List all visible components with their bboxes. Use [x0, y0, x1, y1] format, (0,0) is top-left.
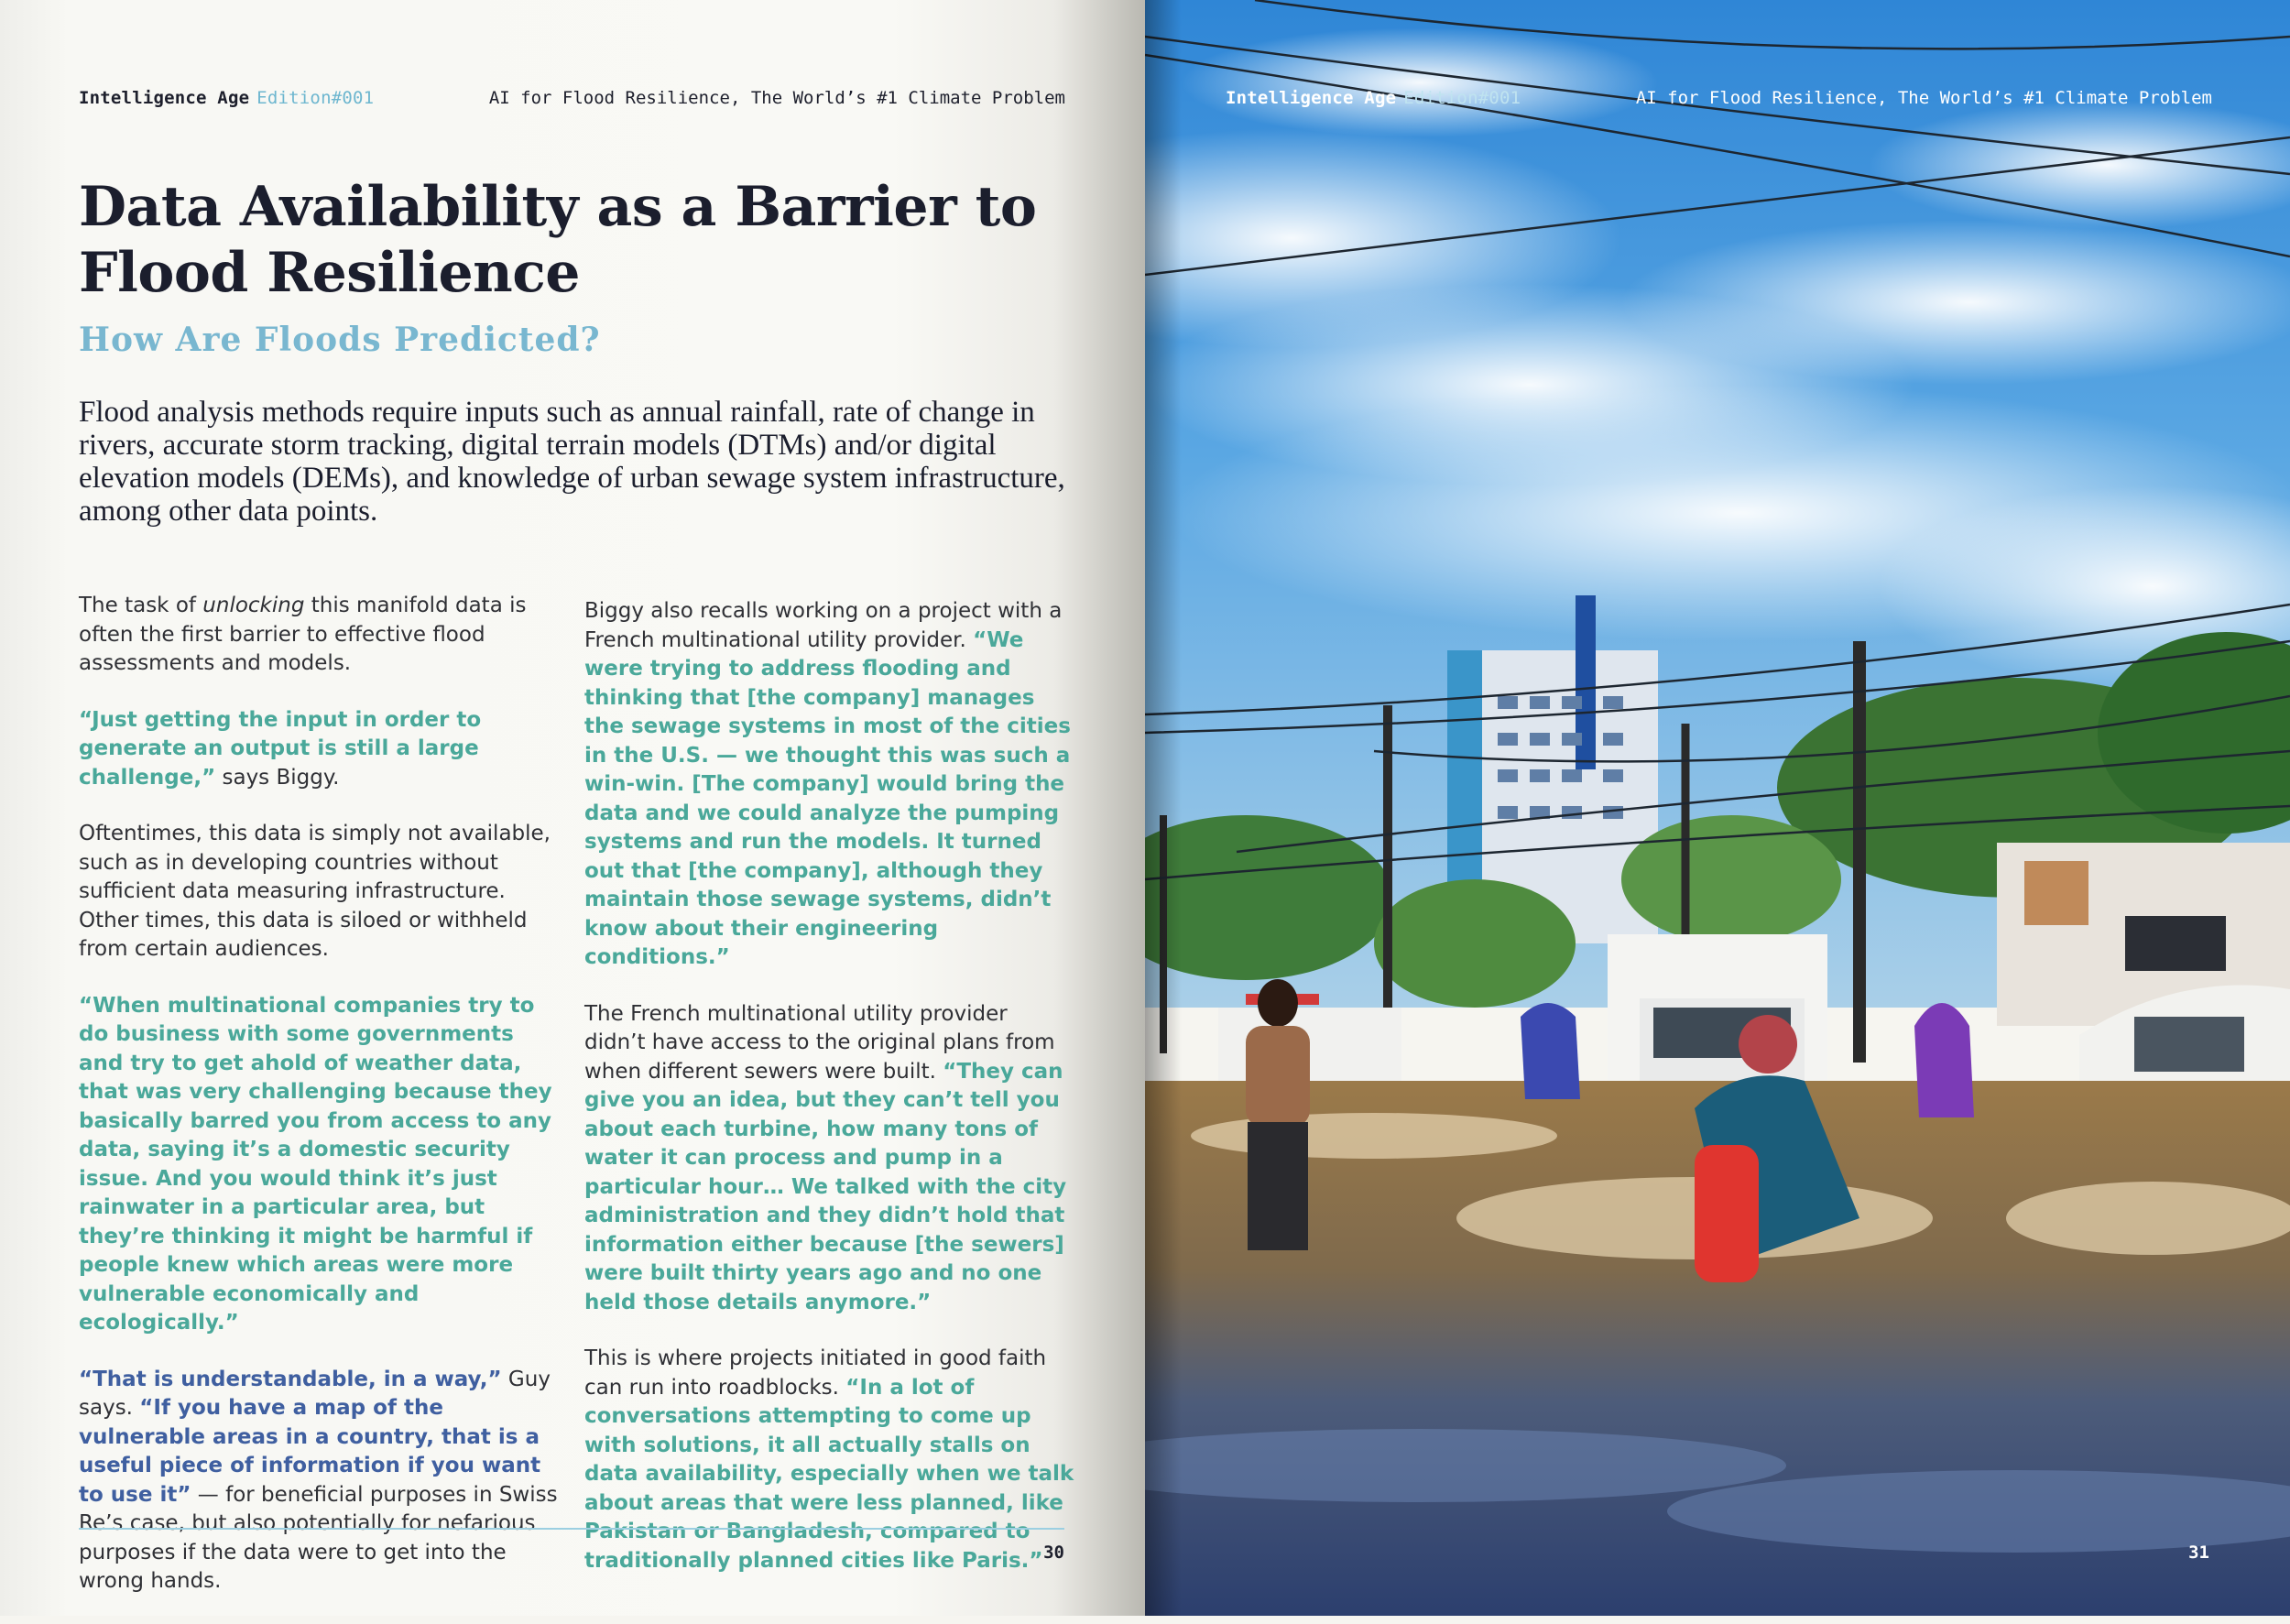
paragraph: [584, 1345, 1074, 1575]
emphasis: unlocking: [202, 594, 305, 617]
quote: “If you have a map of the vulnerable areas in a country, that is a useful piece of information if you want to use it”: [79, 1396, 541, 1507]
quote: “That is understandable, in a way,”: [79, 1367, 502, 1391]
pull-quote: “When multinational companies try to do business with some governments and try to get ahold of weather data, that was very challenging because they basically barred you from access to any data, saying it’s a domestic security issue. And you would think it’s just rainwater in a particular area, but they’re thinking it might be harmful if people knew which areas were more vulnerable economically and ecologically.”: [79, 993, 552, 1335]
paragraph: [79, 1366, 564, 1597]
pull-quote: “We were trying to address flooding and thinking that [the company] manages the sewage systems in most of the cities in the U.S. — we thought this was such a win-win. [The company] would bring the data and we could analyze the pumping systems and run the models. It turned out that [the company], although they maintain those sewage systems, didn’t know about their engineering conditions.”: [584, 627, 1071, 969]
footer-rule: [79, 1528, 1064, 1530]
rider-raincoat: [1914, 1003, 1974, 1117]
paragraph: [584, 597, 1074, 973]
text: — for beneficial purposes in Swiss Re’s case, but also potentially for nefarious purposes if the data were to get into the wrong hands.: [79, 1482, 558, 1593]
edition-label: Edition#001: [256, 88, 375, 108]
pull-quote: “In a lot of conversations attempting to come up with solutions, it all actually stalls on data availability, especially when we talk about areas that were less planned, like Pakistan or Bangladesh, compared to traditionally planned cities like Paris.”: [584, 1375, 1074, 1573]
text-column-right: [584, 597, 1074, 1603]
publication-name: Intelligence Age: [1226, 88, 1397, 108]
text-column-left: [79, 592, 564, 1624]
text: This is where projects initiated in good faith can run into roadblocks.: [584, 1346, 1047, 1400]
pull-quote: “Just getting the input in order to generate an output is still a large challenge,”: [79, 707, 482, 790]
paragraph: [584, 1000, 1074, 1318]
running-header-title: AI for Flood Resilience, The World’s #1 Climate Problem: [1635, 88, 2212, 108]
page-number: 31: [2188, 1542, 2209, 1563]
rider-raincoat: [1521, 1003, 1580, 1099]
text: Biggy also recalls working on a project with a French multinational utility provider.: [584, 599, 1063, 652]
flood-street-photo: [1145, 0, 2290, 1616]
left-page: [0, 0, 1145, 1616]
publication-name: Intelligence Age: [79, 88, 250, 108]
edition-label: Edition#001: [1403, 88, 1521, 108]
paragraph: [79, 592, 564, 679]
text: this manifold data is often the first barrier to effective flood assessments and models.: [79, 594, 527, 675]
running-header-brand: [1226, 88, 1521, 108]
page-number: 30: [1043, 1542, 1064, 1563]
intro-paragraph: Flood analysis methods require inputs such as annual rainfall, rate of change in rivers, accurate storm tracking, digital terrain models (DTMs) and/or digital elevation models (DEMs), and knowledge of urban sewage system infrastructure, among other data points.: [79, 396, 1065, 528]
text: says Biggy.: [215, 765, 340, 790]
text: Guy says.: [79, 1367, 551, 1420]
running-header-brand: [79, 88, 374, 108]
article-title: Data Availability as a Barrier to Flood Resilience: [79, 175, 1037, 305]
paragraph: Oftentimes, this data is simply not available, such as in developing countries without sufficient data measuring infrastructure. Other times, this data is siloed or withheld from certain audiences.: [79, 822, 551, 961]
paragraph: [79, 706, 564, 793]
article-subtitle: How Are Floods Predicted?: [79, 321, 601, 359]
running-header-title: AI for Flood Resilience, The World’s #1 Climate Problem: [488, 88, 1065, 108]
text: The French multinational utility provider didn’t have access to the original plans from when different sewers were built.: [584, 1001, 1055, 1084]
right-page-photo: [1145, 0, 2290, 1616]
text: The task of: [79, 594, 203, 617]
pull-quote: “They can give you an idea, but they can’t tell you about each turbine, how many tons of water it can process and pump in a particular hour… We talked with the city administration and they didn’t hold that information either because [the sewers] were built thirty years ago and no one held those details anymore.”: [584, 1059, 1067, 1314]
